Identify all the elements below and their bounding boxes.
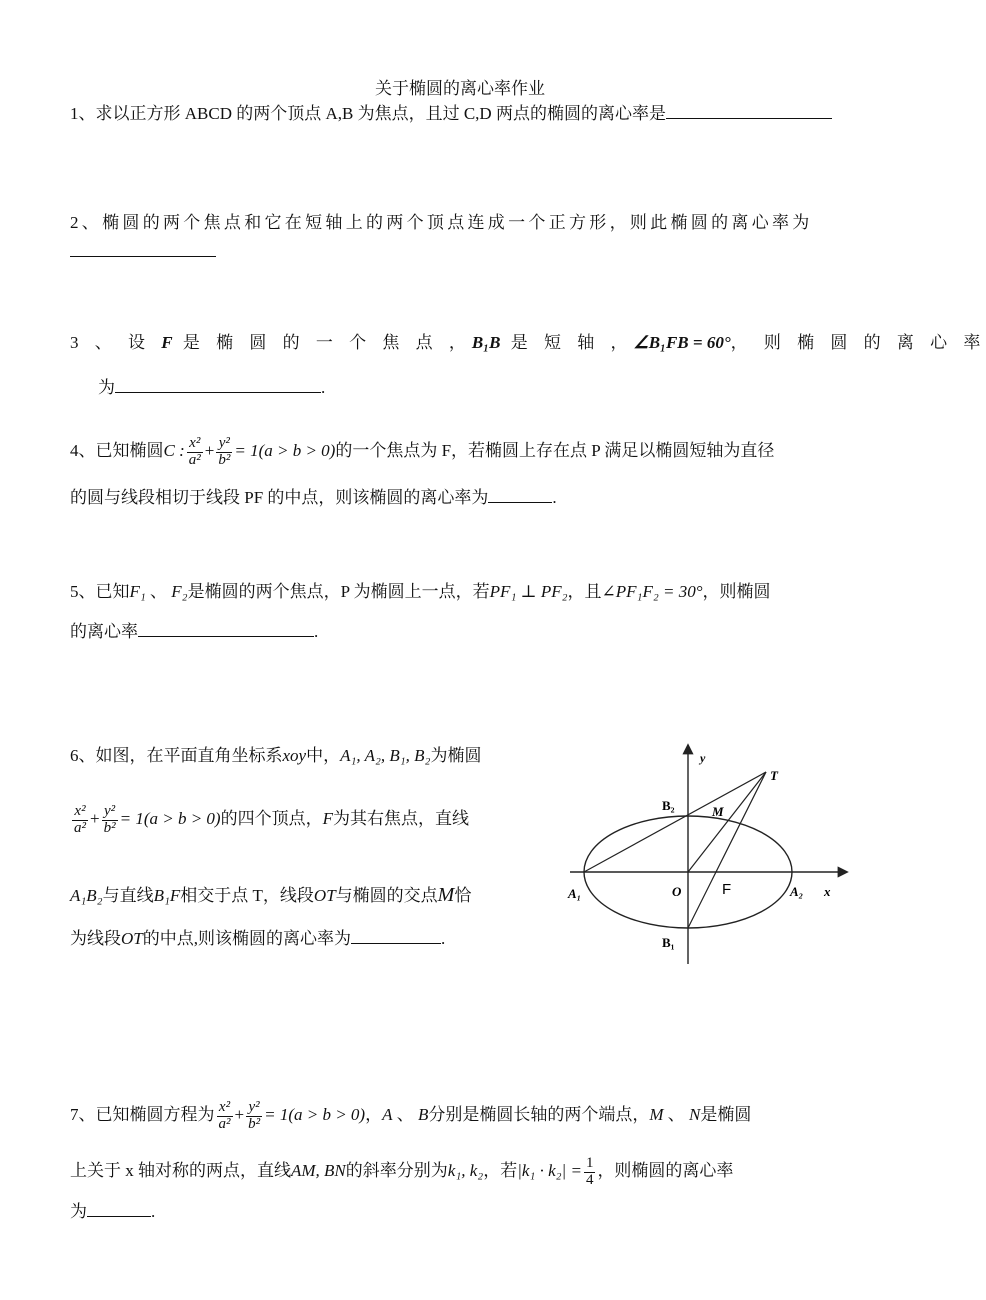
label-f: F — [722, 881, 732, 898]
q4-part-3: 的圆与线段相切于线段 PF 的中点，则该椭圆的离心率为 — [70, 488, 489, 507]
q7-part-7: ，若 — [483, 1161, 518, 1181]
q4-a-denominator: a² — [188, 451, 201, 468]
q6-line-3 — [70, 883, 471, 907]
q6-point-m: M — [437, 884, 455, 906]
q7-line-3 — [70, 1202, 155, 1222]
q4-condition: = 1(a > b > 0) — [234, 441, 336, 461]
q5-line-2 — [70, 622, 318, 642]
q5-f2: F₂ — [171, 582, 188, 601]
q7-fraction-quarter — [584, 1156, 596, 1189]
q6-line-4 — [70, 929, 445, 949]
q1-answer-blank[interactable] — [666, 104, 832, 119]
q6-line-a1b2: A₁B₂ — [70, 886, 103, 905]
q7-point-n: N — [689, 1105, 701, 1125]
label-o: O — [672, 884, 682, 899]
q7-x-numerator: x² — [217, 1100, 233, 1117]
q6-y-numerator: y² — [102, 804, 118, 821]
q2-answer-blank[interactable] — [70, 242, 216, 257]
q3-part-4: ， 则 椭 圆 的 离 心 率 — [730, 333, 986, 352]
label-t: T — [770, 768, 778, 783]
q7-b-denominator: b² — [248, 1115, 261, 1132]
question-7: 7、已知椭圆方程为 $\frac{\text{x²}}{\text{a²}}$ + $\frac{\text{y²}}{\text{b²}}$ = 1(a > b > 0)，A 、 B分别是椭圆长轴的两个端点，M 、 N是椭圆 — [70, 1099, 752, 1132]
q1-text: 1、求以正方形 ABCD 的两个顶点 A,B 为焦点，且过 C,D 两点的椭圆的离心率是 — [70, 104, 666, 123]
label-y: y — [700, 751, 706, 765]
question-5 — [70, 582, 771, 602]
q6-vertices: A₁, A₂, B₁, B₂ — [340, 746, 431, 765]
q5-perpendicular: PF₁ ⊥ PF₂ — [489, 582, 568, 601]
label-a1: A₁ — [568, 886, 582, 901]
q6-part-10: 为线段 — [70, 929, 121, 948]
q7-line-2 — [70, 1156, 733, 1189]
q3-answer-line — [98, 378, 325, 398]
q6-part-6: 与直线 — [102, 886, 154, 905]
q7-point-a: A — [382, 1105, 393, 1125]
q4-x-numerator: x² — [187, 436, 203, 453]
q7-part-9: 为 — [70, 1202, 87, 1221]
label-b1: B₁ — [662, 935, 675, 950]
q5-part-4: ，则椭圆 — [702, 582, 771, 601]
q6-condition: = 1(a > b > 0) — [119, 809, 221, 829]
q4-end: . — [552, 488, 557, 507]
page-title: 关于椭圆的离心率作业 — [375, 79, 545, 98]
q6-b-denominator: b² — [103, 819, 116, 836]
q6-fraction-y — [102, 804, 118, 837]
q5-part-2: 是椭圆的两个焦点，P 为椭圆上一点，若 — [187, 582, 490, 601]
q6-part-7: 相交于点 T，线段 — [180, 886, 314, 905]
q7-separator: 、 — [392, 1105, 418, 1125]
q7-end: . — [151, 1202, 156, 1221]
line-a1-t — [584, 772, 766, 872]
q4-ellipse-c: C : — [163, 441, 185, 461]
question-3 — [70, 333, 986, 353]
q7-separator-2: 、 — [663, 1105, 690, 1125]
q3-part-5: 为 — [98, 378, 115, 397]
q6-x-numerator: x² — [72, 804, 88, 821]
q3-part-2: 是 椭 圆 的 一 个 焦 点 ， — [172, 333, 472, 352]
q5-part-1: 5、已知 — [70, 582, 130, 601]
q3-angle: ∠B₁FB = 60° — [633, 333, 731, 352]
q6-part-2: 中， — [306, 746, 341, 765]
q7-part-3: 分别是椭圆长轴的两个端点， — [428, 1105, 650, 1125]
q6-xoy: xoy — [282, 746, 307, 765]
q3-end: . — [321, 378, 326, 397]
q7-part-8: ，则椭圆的离心率 — [597, 1161, 734, 1181]
q7-part-2: ， — [365, 1105, 383, 1125]
q7-a-denominator: a² — [218, 1115, 231, 1132]
ellipse-figure — [560, 738, 860, 970]
q4-fraction-x — [187, 436, 203, 469]
q7-quarter-denominator: 4 — [585, 1171, 594, 1188]
line-b1-t — [688, 772, 766, 928]
label-m: M — [712, 804, 724, 819]
q7-part-4: 是椭圆 — [700, 1105, 752, 1125]
q6-fraction-x — [72, 804, 88, 837]
q2-text: 2、椭圆的两个焦点和它在短轴上的两个顶点连成一个正方形，则此椭圆的离心率为 — [70, 213, 813, 232]
q3-part-1: 3 、 设 — [70, 333, 162, 352]
q5-answer-blank[interactable] — [138, 622, 314, 637]
q7-lines-am-bn: AM, BN — [291, 1161, 346, 1181]
q6-focus-f: F — [322, 809, 333, 829]
q7-part-1: 7、已知椭圆方程为 — [70, 1105, 215, 1125]
q7-part-6: 的斜率分别为 — [345, 1161, 448, 1181]
q4-answer-blank[interactable] — [488, 488, 552, 503]
q6-part-11: 的中点,则该椭圆的离心率为 — [142, 929, 351, 948]
q5-end: . — [314, 622, 319, 641]
question-6 — [70, 746, 481, 766]
q7-condition: = 1(a > b > 0) — [264, 1105, 366, 1125]
q6-a-denominator: a² — [74, 819, 86, 836]
q3-part-3: 是 短 轴 ， — [500, 333, 634, 352]
q4-fraction-y — [216, 436, 232, 469]
q7-slopes: k₁, k₂ — [447, 1161, 484, 1181]
q7-abs-product: |k₁ · k₂| = — [517, 1161, 582, 1181]
question-2 — [70, 213, 813, 233]
q5-part-5: 的离心率 — [70, 622, 138, 641]
q7-part-5: 上关于 x 轴对称的两点，直线 — [70, 1161, 291, 1181]
q3-answer-blank[interactable] — [115, 378, 321, 393]
q6-segment-ot: OT — [313, 886, 336, 905]
q5-angle: ∠PF₁F₂ = 30° — [601, 582, 703, 601]
label-x: x — [824, 884, 831, 899]
segment-o-t — [688, 772, 766, 872]
q5-part-3: ，且 — [567, 582, 602, 601]
q6-part-9: 恰 — [454, 886, 472, 905]
q4-y-numerator: y² — [216, 436, 232, 453]
q4-part-1: 4、已知椭圆 — [70, 441, 164, 461]
q6-answer-blank[interactable] — [351, 929, 441, 944]
q7-quarter-numerator: 1 — [585, 1155, 594, 1171]
q6-part-4: 的四个顶点， — [220, 809, 323, 829]
q4-b-denominator: b² — [218, 451, 231, 468]
question-1 — [70, 104, 832, 124]
q2-answer-line — [70, 242, 216, 262]
q7-fraction-y — [246, 1100, 262, 1133]
q4-line-2 — [70, 488, 557, 508]
q6-part-3: 为椭圆 — [430, 746, 482, 765]
q7-point-b: B — [417, 1105, 429, 1125]
q5-f1: F₁ — [129, 582, 146, 601]
q4-part-2: 的一个焦点为 F，若椭圆上存在点 P 满足以椭圆短轴为直径 — [335, 441, 775, 461]
q7-answer-blank[interactable] — [87, 1202, 151, 1217]
q6-line-b1f: B₁F — [153, 886, 181, 905]
question-4: 4、已知椭圆C : $\frac{\text{x²}}{\text{a²}}$ + $\frac{\text{y²}}{\text{b²}}$ = 1(a > b > 0)的一个焦点为 F，若椭圆上存在点 P 满足以椭圆短轴为直径 — [70, 435, 775, 468]
label-a2: A₂ — [790, 884, 804, 899]
q6-part-8: 与椭圆的交点 — [335, 886, 438, 905]
q7-y-numerator: y² — [246, 1100, 262, 1117]
label-b2: B₂ — [662, 798, 675, 813]
q7-point-m: M — [649, 1105, 664, 1125]
q5-separator: 、 — [145, 582, 172, 601]
q7-fraction-x — [217, 1100, 233, 1133]
q6-segment-ot-2: OT — [121, 929, 143, 948]
q6-part-1: 6、如图，在平面直角坐标系 — [70, 746, 283, 765]
q3-minor-axis: B₁B — [471, 333, 501, 352]
q6-end: . — [440, 929, 446, 948]
q3-focus-f: F — [161, 333, 173, 352]
q6-line-2: $\frac{\text{x²}}{\text{a²}}$ + $\frac{\text{y²}}{\text{b²}}$ = 1(a > b > 0)的四个顶点，F为其右焦点，直线 — [74, 803, 469, 836]
q6-part-5: 为其右焦点，直线 — [332, 809, 469, 829]
